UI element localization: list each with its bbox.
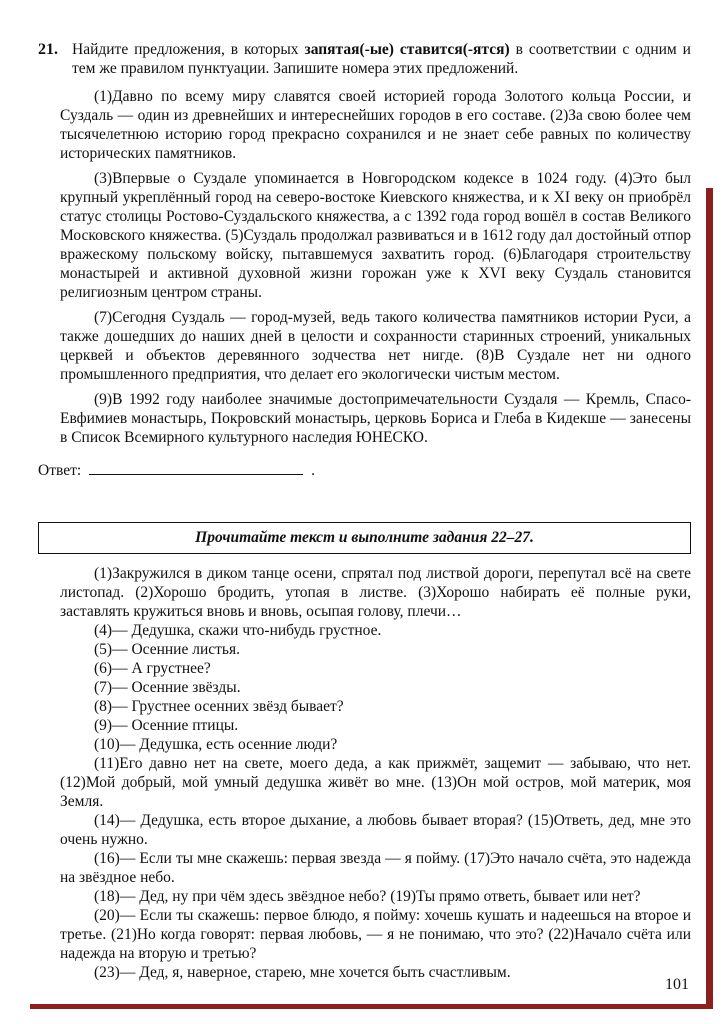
dialogue-line: (7)— Осенние звёзды. [94,679,241,696]
dialogue-line: (23)— Дед, я, наверное, старею, мне хочется быть счастливым. [94,964,511,981]
dialogue-line: (6)— А грустнее? [94,660,211,677]
dialogue-line: (18)— Дед, ну при чём здесь звёздное небо? (19)Ты прямо ответь, бывает или нет? [94,888,641,905]
dialogue-line: (16)— Если ты мне скажешь: первая звезда — я пойму. (17)Это начало счёта, это надежда на звёздное небо. [60,850,691,886]
page-number: 101 [665,976,689,993]
reading-text [60,564,691,982]
answer-period: . [311,462,316,479]
dialogue-line: (8)— Грустнее осенних звёзд бывает? [94,698,344,715]
passage-paragraph: (3)Впервые о Суздале упоминается в Новгородском кодексе в 1024 году. (4)Это был крупный укреплённый город на северо-востоке Киевского княжества, и к XI веку он приобрёл статус столицы Ростово-Суздальского княжества, а с 1392 года город вошёл в состав Великого Московского княжества. (5)Суздаль продолжал развиваться и в 1612 году дал достойный отпор вражескому польскому войску, пытавшемуся захватить город. (6)Благодаря строительству монастырей и активной духовной жизни горожан уже к XVI веку Суздаль становится религиозным центром страны. [60,170,691,301]
answer-row [38,461,691,480]
task-prompt [72,40,691,78]
section-header-box [38,522,691,554]
dialogue-line: (9)— Осенние птицы. [94,717,239,734]
passage-paragraph: (1)Давно по всему миру славятся своей историей города Золотого кольца России, и Суздаль — один из древнейших и интереснейших городов в его составе. (2)За свою более чем тысячелетнюю историю город прекрасно сохранился и не знает себе равных по количеству исторических памятников. [60,88,691,162]
text-paragraph: (1)Закружился в диком танце осени, спрятал под листвой дороги, перепутал всё на свете листопад. (2)Хорошо бродить, утопая в листве. (3)Хорошо набирать её полные руки, заставлять кружиться вновь и вновь, осыпая голову, плечи… [60,565,691,620]
task-prompt-pre: Найдите предложения, в которых [72,41,305,58]
dialogue-line: (4)— Дедушка, скажи что-нибудь грустное. [94,622,382,639]
task-number: 21. [38,41,58,58]
answer-label: Ответ: [38,462,82,479]
dialogue-line: (5)— Осенние листья. [94,641,240,658]
task-21 [38,40,691,78]
task-prompt-post: в соответствии с одним и тем же правилом пунктуации. Запишите номера этих предложений. [72,41,691,77]
passage-paragraph: (9)В 1992 году наиболее значимые достопримечательности Суздаля — Кремль, Спасо-Евфимиев монастырь, Покровский монастырь, церковь Бориса и Глеба в Кидекше — занесены в Список Всемирного культурного наследия ЮНЕСКО. [60,391,691,446]
dialogue-line: (20)— Если ты скажешь: первое блюдо, я пойму: хочешь кушать и надеешься на второе и третье. (21)Но когда говорят: первая любовь, — я не понимаю, что это? (22)Начало счёта или надежда на вторую и третью? [60,907,691,962]
page-content [38,40,691,982]
passage-paragraph: (7)Сегодня Суздаль — город-музей, ведь такого количества памятников истории Руси, а также дошедших до наших дней в целости и сохранности старинных строений, уникальных церквей и объектов деревянного зодчества нет нигде. (8)В Суздале нет ни одного промышленного предприятия, что делает его экологически чистым местом. [60,309,691,383]
section-header: Прочитайте текст и выполните задания 22–27. [195,529,534,546]
task-passage [60,87,691,447]
page-edge-vertical-rule [706,188,713,1009]
dialogue-line: (10)— Дедушка, есть осенние люди? [94,736,338,753]
answer-blank-line [89,462,303,475]
page-edge-horizontal-rule [30,1004,713,1009]
task-prompt-keyword: запятая(-ые) ставится(-ятся) [304,41,510,58]
text-paragraph: (11)Его давно нет на свете, моего деда, а как прижмёт, защемит — забываю, что нет. (12)Мой добрый, мой умный дедушка живёт во мне. (13)Он мой остров, мой материк, моя Земля. [60,755,691,810]
dialogue-line: (14)— Дедушка, есть второе дыхание, а любовь бывает вторая? (15)Ответь, дед, мне это очень нужно. [60,812,691,848]
